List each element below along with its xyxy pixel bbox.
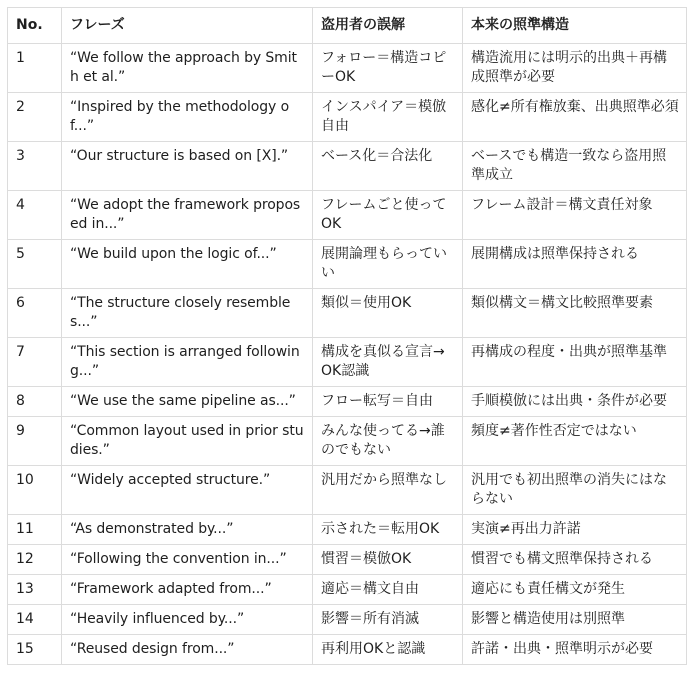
row-proper-structure: 汎用でも初出照準の消失にはならない: [463, 466, 687, 515]
row-number: 8: [8, 387, 62, 417]
row-misreading: 再利用OKと認識: [313, 635, 463, 665]
table-row: [8, 605, 687, 635]
row-phrase: “Our structure is based on [X].”: [62, 142, 313, 191]
table-row: [8, 191, 687, 240]
row-misreading: ベース化＝合法化: [313, 142, 463, 191]
row-number: 9: [8, 417, 62, 466]
row-number: 11: [8, 515, 62, 545]
row-proper-structure: 許諾・出典・照準明示が必要: [463, 635, 687, 665]
row-misreading: 慣習＝模倣OK: [313, 545, 463, 575]
row-phrase: “Widely accepted structure.”: [62, 466, 313, 515]
header-no: No.: [8, 8, 62, 44]
table-row: [8, 142, 687, 191]
table-row: [8, 515, 687, 545]
row-number: 2: [8, 93, 62, 142]
row-number: 7: [8, 338, 62, 387]
row-phrase: “We follow the approach by Smith et al.”: [62, 44, 313, 93]
row-number: 13: [8, 575, 62, 605]
row-number: 12: [8, 545, 62, 575]
row-misreading: フレームごと使ってOK: [313, 191, 463, 240]
row-phrase: “Following the convention in...”: [62, 545, 313, 575]
row-misreading: 類似＝使用OK: [313, 289, 463, 338]
row-phrase: “The structure closely resembles...”: [62, 289, 313, 338]
table-row: [8, 466, 687, 515]
row-phrase: “Heavily influenced by...”: [62, 605, 313, 635]
row-number: 3: [8, 142, 62, 191]
header-phrase: フレーズ: [62, 8, 313, 44]
row-misreading: フロー転写＝自由: [313, 387, 463, 417]
row-proper-structure: 影響と構造使用は別照準: [463, 605, 687, 635]
row-misreading: みんな使ってる→誰のでもない: [313, 417, 463, 466]
row-proper-structure: 構造流用には明示的出典＋再構成照準が必要: [463, 44, 687, 93]
row-phrase: “We adopt the framework proposed in...”: [62, 191, 313, 240]
table-row: [8, 387, 687, 417]
row-phrase: “Framework adapted from...”: [62, 575, 313, 605]
row-proper-structure: ベースでも構造一致なら盗用照準成立: [463, 142, 687, 191]
row-proper-structure: 慣習でも構文照準保持される: [463, 545, 687, 575]
row-phrase: “Inspired by the methodology of...”: [62, 93, 313, 142]
table-row: [8, 635, 687, 665]
row-number: 10: [8, 466, 62, 515]
header-misread: 盗用者の誤解: [313, 8, 463, 44]
row-phrase: “We build upon the logic of...”: [62, 240, 313, 289]
row-proper-structure: フレーム設計＝構文責任対象: [463, 191, 687, 240]
phrase-table: [7, 7, 687, 665]
row-proper-structure: 展開構成は照準保持される: [463, 240, 687, 289]
row-phrase: “This section is arranged following...”: [62, 338, 313, 387]
row-number: 4: [8, 191, 62, 240]
row-misreading: 示された＝転用OK: [313, 515, 463, 545]
table-row: [8, 545, 687, 575]
row-number: 15: [8, 635, 62, 665]
table-row: [8, 417, 687, 466]
row-number: 14: [8, 605, 62, 635]
row-number: 1: [8, 44, 62, 93]
table-row: [8, 44, 687, 93]
row-misreading: 影響＝所有消滅: [313, 605, 463, 635]
row-proper-structure: 頻度≠著作性否定ではない: [463, 417, 687, 466]
table-row: [8, 93, 687, 142]
row-number: 6: [8, 289, 62, 338]
table-row: [8, 240, 687, 289]
row-proper-structure: 適応にも責任構文が発生: [463, 575, 687, 605]
row-number: 5: [8, 240, 62, 289]
row-proper-structure: 手順模倣には出典・条件が必要: [463, 387, 687, 417]
row-misreading: 展開論理もらっていい: [313, 240, 463, 289]
row-phrase: “As demonstrated by...”: [62, 515, 313, 545]
row-misreading: フォロー＝構造コピーOK: [313, 44, 463, 93]
table-container: [7, 7, 686, 665]
row-misreading: 構成を真似る宣言→OK認識: [313, 338, 463, 387]
row-proper-structure: 感化≠所有権放棄、出典照準必須: [463, 93, 687, 142]
row-phrase: “Common layout used in prior studies.”: [62, 417, 313, 466]
row-misreading: インスパイア＝模倣自由: [313, 93, 463, 142]
row-proper-structure: 再構成の程度・出典が照準基準: [463, 338, 687, 387]
header-row: [8, 8, 687, 44]
table-row: [8, 338, 687, 387]
row-phrase: “Reused design from...”: [62, 635, 313, 665]
table-row: [8, 575, 687, 605]
header-proper: 本来の照準構造: [463, 8, 687, 44]
row-proper-structure: 類似構文＝構文比較照準要素: [463, 289, 687, 338]
row-misreading: 汎用だから照準なし: [313, 466, 463, 515]
row-misreading: 適応＝構文自由: [313, 575, 463, 605]
row-proper-structure: 実演≠再出力許諾: [463, 515, 687, 545]
row-phrase: “We use the same pipeline as...”: [62, 387, 313, 417]
table-row: [8, 289, 687, 338]
